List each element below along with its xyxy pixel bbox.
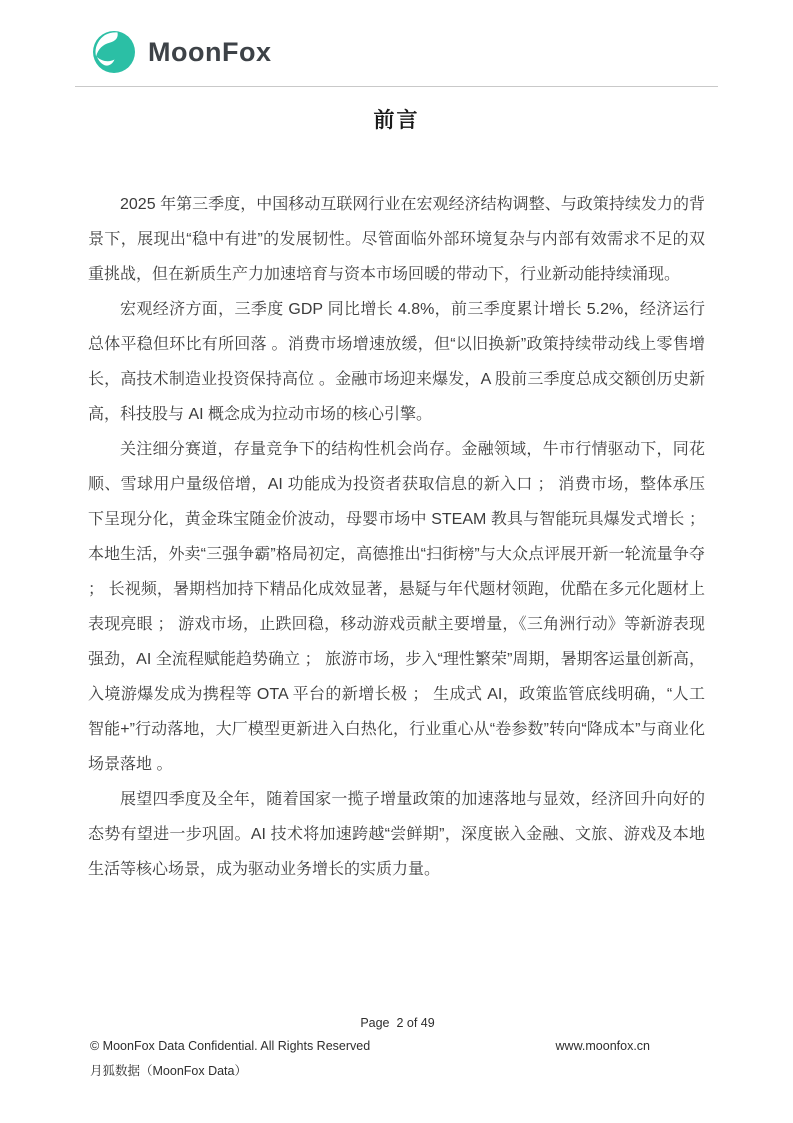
page-footer	[90, 1016, 705, 1079]
copyright-text: © MoonFox Data Confidential. All Rights Reserved	[90, 1039, 371, 1053]
document-body	[88, 187, 705, 887]
brand-logo	[92, 29, 793, 75]
footer-row	[90, 1039, 705, 1053]
paragraph-segments: 关注细分赛道，存量竞争下的结构性机会尚存。金融领域，牛市行情驱动下，同花顺、雪球用户量级倍增，AI 功能成为投资者获取信息的新入口 ； 消费市场，整体承压下呈现分化，黄金珠宝随金价波动，母婴市场中 STEAM 教具与智能玩具爆发式增长 ； 本地生活，外卖“三强争霸”格局初定，高德推出“扫街榜”与大众点评展开新一轮流量争夺 ； 长视频，暑期档加持下精品化成效显著，悬疑与年代题材领跑，优酷在多元化题材上表现亮眼 ； 游戏市场，止跌回稳，移动游戏贡献主要增量，《三角洲行动》等新游表现强劲，AI 全流程赋能趋势确立 ； 旅游市场，步入“理性繁荣”周期，暑期客运量创新高，入境游爆发成为携程等 OTA 平台的新增长极 ； 生成式 AI，政策监管底线明确，“人工智能+”行动落地，大厂模型更新进入白热化，行业重心从“卷参数”转向“降成本”与商业化场景落地 。	[88, 441, 705, 773]
page-title: 前言	[373, 109, 420, 132]
page-number: Page 2 of 49	[360, 1016, 435, 1030]
brand-wordmark: MoonFox	[148, 36, 272, 67]
document-main	[0, 104, 793, 887]
header-divider	[75, 86, 718, 87]
paragraph-overview: 2025 年第三季度，中国移动互联网行业在宏观经济结构调整、与政策持续发力的背景下，展现出“稳中有进”的发展韧性。尽管面临外部环境复杂与内部有效需求不足的双重挑战，但在新质生产力加速培育与资本市场回暖的带动下，行业新动能持续涌现。	[88, 196, 705, 283]
paragraph-outlook: 展望四季度及全年，随着国家一揽子增量政策的加速落地与显效，经济回升向好的态势有望进一步巩固。AI 技术将加速跨越“尝鲜期”，深度嵌入金融、文旅、游戏及本地生活等核心场景，成为驱动业务增长的实质力量。	[88, 791, 705, 878]
company-name: 月狐数据（MoonFox Data）	[90, 1064, 247, 1078]
page-header	[0, 0, 793, 87]
moonfox-logo-icon	[92, 30, 136, 74]
website-link[interactable]: www.moonfox.cn	[555, 1039, 650, 1053]
paragraph-macro-economy: 宏观经济方面，三季度 GDP 同比增长 4.8%，前三季度累计增长 5.2%，经济运行总体平稳但环比有所回落 。消费市场增速放缓，但“以旧换新”政策持续带动线上零售增长，高技术制造业投资保持高位 。金融市场迎来爆发，A 股前三季度总成交额创历史新高，科技股与 AI 概念成为拉动市场的核心引擎。	[88, 301, 705, 423]
